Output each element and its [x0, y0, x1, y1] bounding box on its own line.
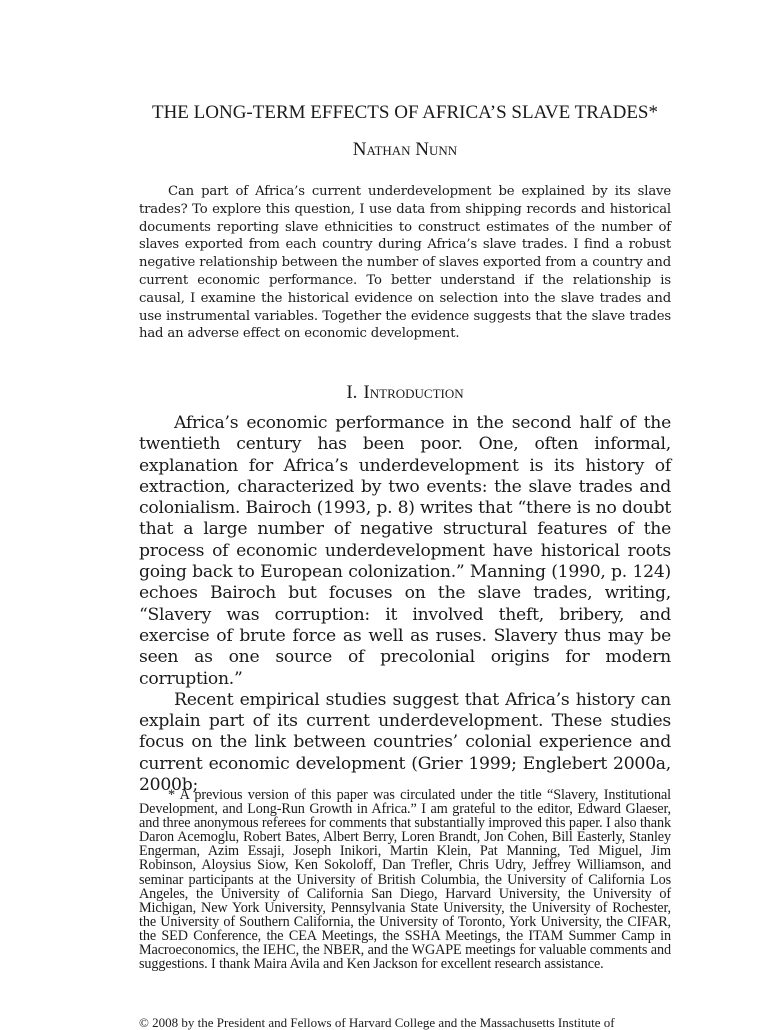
footnote: * A previous version of this paper was circulated under the title “Slavery, Institutional Development, and Long-Run Growth in Africa.” I am grateful to the editor, Edward Glaeser, and three anonymous referees for comments that substantially improved this paper. I also thank Daron Acemoglu, Robert Bates, Albert Berry, Loren Brandt, Jon Cohen, Bill Easterly, Stanley Engerman, Azim Essaji, Joseph Inikori, Martin Klein, Pat Manning, Ted Miguel, Jim Robinson, Aloysius Siow, Ken Sokoloff, Dan Trefler, Chris Udry, Jeffrey Williamson, and seminar participants at the University of British Columbia, the University of California Los Angeles, the University of California San Diego, Harvard University, the University of Michigan, New York University, Pennsylvania State University, the University of Rochester, the University of Southern California, the University of Toronto, York University, the CIFAR, the SED Conference, the CEA Meetings, the SSHA Meetings, the ITAM Summer Camp in Macroeconomics, the IEHC, the NBER, and the WGAPE meetings for valuable comments and suggestions. I thank Maira Avila and Ken Jackson for excellent research assistance.	[139, 787, 671, 973]
body-text	[139, 413, 671, 796]
section-number: I.	[346, 382, 358, 403]
section-title: Introduction	[363, 382, 464, 403]
section-heading	[139, 382, 671, 404]
paper-title: THE LONG-TERM EFFECTS OF AFRICA’S SLAVE TRADES*	[151, 102, 659, 123]
copyright-line: © 2008 by the President and Fellows of Harvard College and the Massachusetts Institute of	[139, 1016, 615, 1030]
body-paragraph: Africa’s economic performance in the second half of the twentieth century has been poor. One, often informal, explanation for Africa’s underdevelopment is its history of extraction, characterized by two events: the slave trades and colonialism. Bairoch (1993, p. 8) writes that “there is no doubt that a large number of negative structural features of the process of economic underdevelopment have historical roots going back to European colonization.” Manning (1990, p. 124) echoes Bairoch but focuses on the slave trades, writing, “Slavery was corruption: it involved theft, bribery, and exercise of brute force as well as ruses. Slavery thus may be seen as one source of precolonial origins for modern corruption.”	[139, 413, 671, 689]
paper-abstract: Can part of Africa’s current underdevelopment be explained by its slave trades? To explore this question, I use data from shipping records and historical documents reporting slave ethnicities to construct estimates of the number of slaves exported from each country during Africa’s slave trades. I find a robust negative relationship between the number of slaves exported from a country and current economic performance. To better understand if the relationship is causal, I examine the historical evidence on selection into the slave trades and use instrumental variables. Together the evidence suggests that the slave trades had an adverse effect on economic development.	[139, 184, 671, 342]
paper-author: Nathan Nunn	[352, 139, 458, 160]
body-paragraph: Recent empirical studies suggest that Africa’s history can explain part of its current underdevelopment. These studies focus on the link between countries’ colonial experience and current economic development (Grier 1999; Englebert 2000a, 2000b;	[139, 689, 671, 796]
